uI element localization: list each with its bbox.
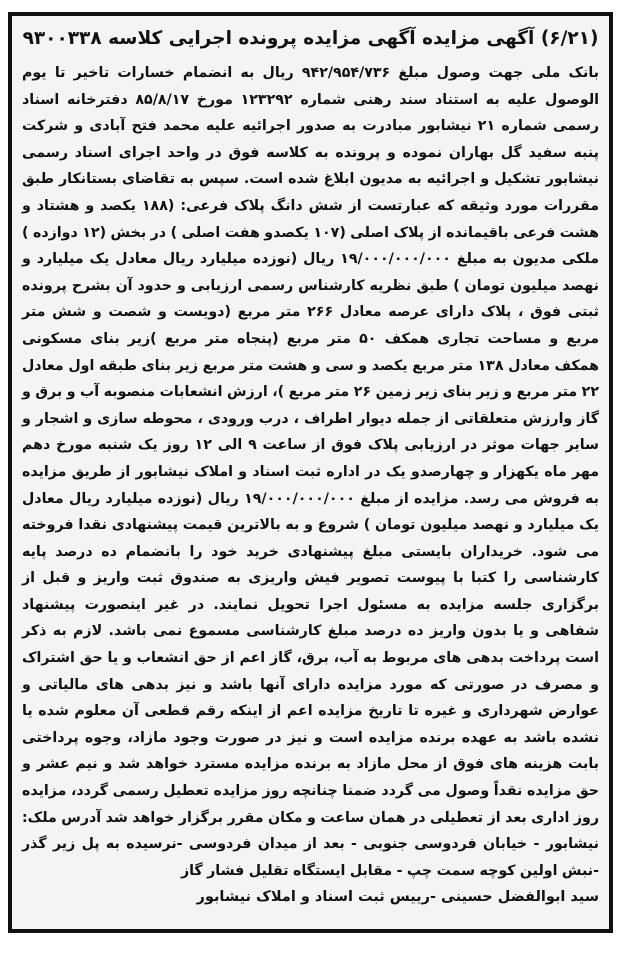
notice-signature: سید ابوالفضل حسینی -رییس ثبت اسناد و املاک نیشابور xyxy=(196,889,599,906)
notice-title: (۶/۲۱) آگهی مزایده آگهی مزایده پرونده اجرایی کلاسه ۹۳۰۰۳۳۸ xyxy=(22,28,599,49)
notice-body: بانک ملی جهت وصول مبلغ ۹۴۲/۹۵۴/۷۳۶ ریال به انضمام خسارات تاخیر تا یوم الوصول علیه به استناد سند رهنی شماره ۱۲۳۲۹۲ مورخ ۸۵/۸/۱۷ دفترخانه اسناد رسمی شماره ۲۱ نیشابور مبادرت به صدور اجرائیه علیه محمد فتح آبادی و شرکت پنبه سفید گل بهاران نموده و پرونده به کلاسه فوق در واحد اجرای اسناد رسمی نیشابور تشکیل و اجرائیه به مدیون ابلاغ شده است. سپس به تقاضای بستانکار طبق مقررات مورد وثیقه که عبارتست از شش دانگ پلاک فرعی: (۱۸۸ یکصد و هشتاد و هشت فرعی باقیمانده از پلاک اصلی (۱۰۷ یکصدو هفت اصلی ) در بخش (۱۲ دوازده ) ملکی مدیون به مبلغ ۱۹/۰۰۰/۰۰۰/۰۰۰ ریال (نوزده میلیارد ریال معادل یک میلیارد و نهصد میلیون تومان ) طبق نظریه کارشناس رسمی ارزیابی و حدود آن بشرح پرونده ثبتی فوق ، پلاک دارای عرصه معادل ۲۶۶ متر مربع (دویست و شصت و شش متر مربع و مساحت تجاری همکف ۵۰ متر مربع (پنجاه متر مربع )زیر بنای مسکونی همکف معادل ۱۳۸ متر مربع یکصد و سی و هشت متر مربع زیر بنای طبقه اول معادل ۲۲ متر مربع و زیر بنای زیر زمین ۲۶ متر مربع )، ارزش انشعابات منصوبه آب و برق و گاز وارزش متعلقاتی از جمله دیوار اطراف ، درب ورودی ، محوطه سازی و اشجار و سایر جهات موثر در ارزیابی پلاک فوق از ساعت ۹ الی ۱۲ روز یک شنبه مورخ دهم مهر ماه یکهزار و چهارصدو یک در اداره ثبت اسناد و املاک نیشابور از طریق مزایده به فروش می رسد. مزایده از مبلغ ۱۹/۰۰۰/۰۰۰/۰۰۰ ریال (نوزده میلیارد ریال معادل یک میلیارد و نهصد میلیون تومان ) شروع و به بالاترین قیمت پیشنهادی نقدا فروخته می شود. خریداران بایستی مبلغ پیشنهادی خرید خود را بانضمام ده درصد پایه کارشناسی را کتبا با پیوست تصویر فیش واریزی به صندوق ثبت واریز و قبل از برگزاری جلسه مزایده به مسئول اجرا تحویل نمایند. در غیر اینصورت پیشنهاد شفاهی و یا بدون واریز ده درصد مبلغ کارشناسی مسموع نمی باشد. لازم به ذکر است پرداخت بدهی های مربوط به آب، برق، گاز اعم از حق انشعاب و یا حق اشتراک و مصرف در صورتی که مورد مزایده دارای آنها باشد و نیز بدهی های مالیاتی و عوارض شهرداری و غیره تا تاریخ مزایده اعم از اینکه رقم قطعی آن معلوم شده یا نشده باشد به عهده برنده مزایده است و نیز در صورت وجود مازاد، وجوه پرداختی بابت هزینه های فوق از محل مازاد به برنده مزایده مسترد خواهد شد و نیم عشر و حق مزایده نقداً وصول می گردد ضمنا چنانچه روز مزایده تعطیل رسمی گردد، مزایده روز اداری بعد از تعطیلی در همان ساعت و مکان مقرر برگزار خواهد شد آدرس ملک: نیشابور - خیابان فردوسی جنوبی - بعد از میدان فردوسی -نرسیده به پل زیر گذر -نبش اولین کوچه سمت چپ - مقابل ایستگاه تقلیل فشار گاز xyxy=(22,65,600,879)
auction-notice xyxy=(8,12,613,933)
